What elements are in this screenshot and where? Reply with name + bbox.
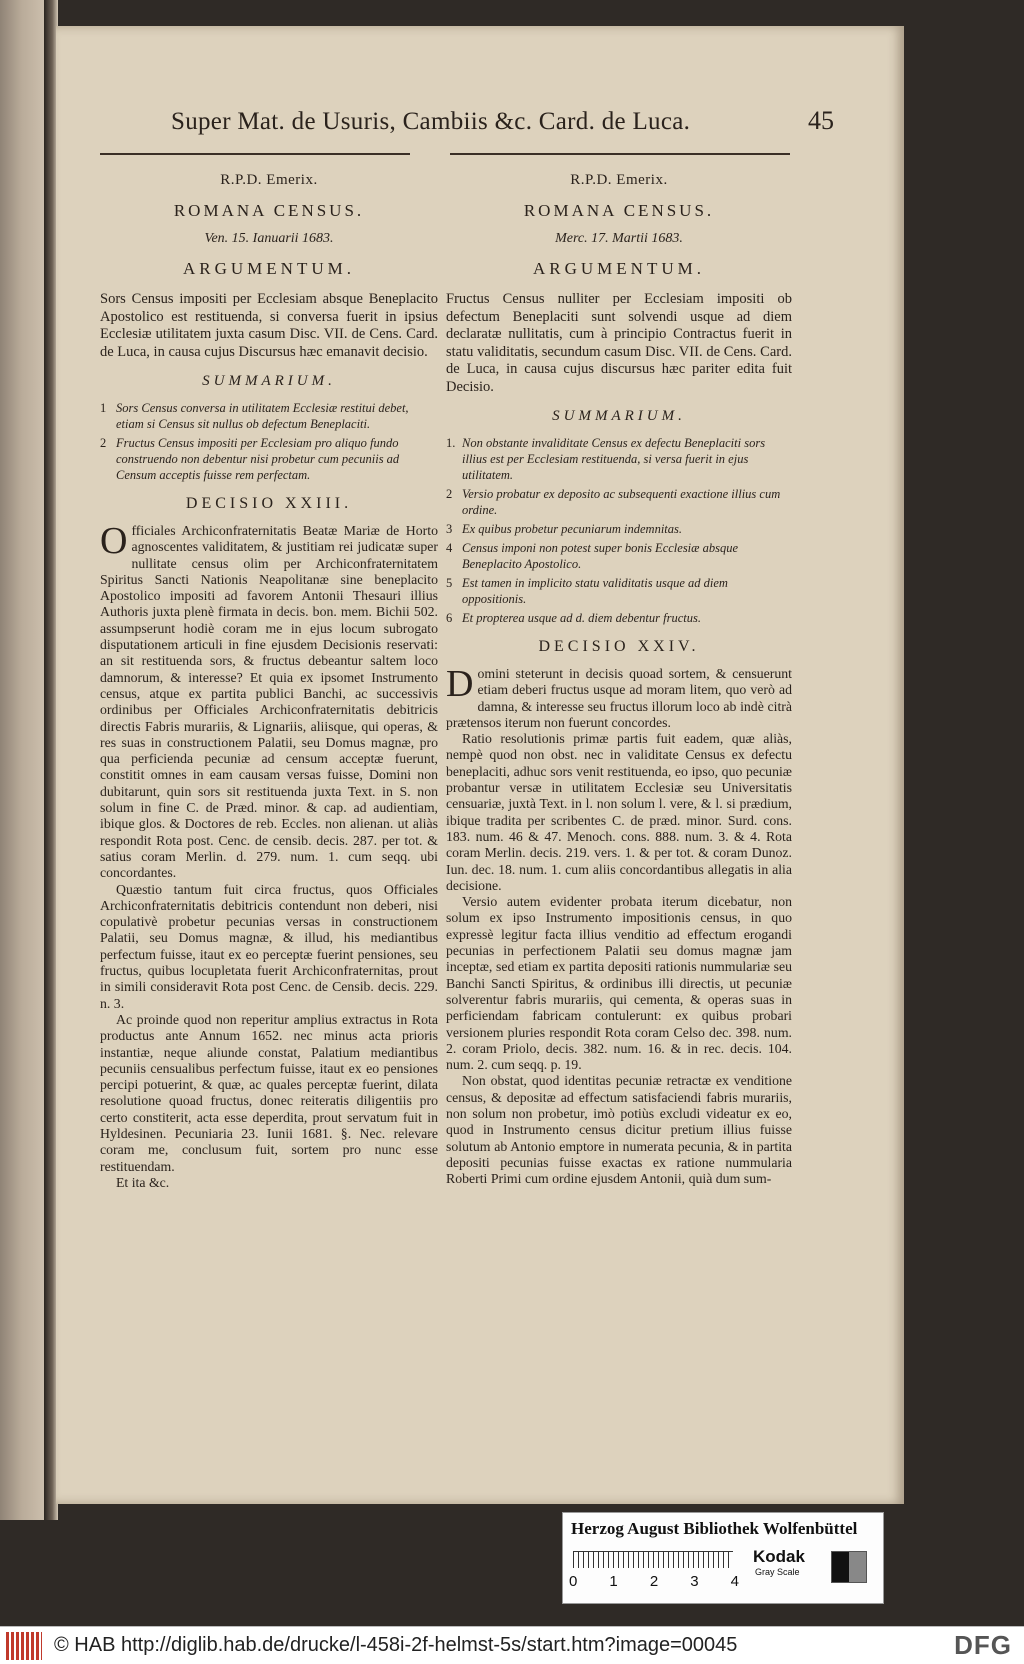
dfg-logo: DFG — [954, 1630, 1012, 1660]
summarium-text: Versio probatur ex deposito ac subsequenti exactione illius cum ordine. — [462, 487, 781, 517]
paragraph-text: omini steterunt in decisis quoad sortem, & censuerunt etiam deberi fructus usque ad moram litem, quo verò ad damna, & interesse seu fructus illorum loco ab indè citrà prætensos iterum non fuerunt concordes. — [446, 666, 792, 730]
gray-patch — [831, 1551, 867, 1583]
decisio-heading: DECISIO XXIV. — [538, 638, 700, 655]
footer-bar — [0, 1626, 1024, 1664]
scale-label: 1 — [609, 1573, 618, 1590]
summarium-item — [446, 486, 792, 518]
judge-name: R.P.D. Emerix. — [570, 172, 668, 188]
case-title: ROMANA CENSUS. — [173, 201, 365, 220]
judge-name: R.P.D. Emerix. — [220, 172, 318, 188]
case-date: Ven. 15. Ianuarii 1683. — [204, 231, 334, 246]
hab-logo-icon — [6, 1632, 42, 1660]
summarium-number: 3 — [446, 522, 453, 536]
argumentum-heading: ARGUMENTUM. — [533, 259, 705, 278]
page-number: 45 — [808, 106, 834, 135]
summarium-number: 5 — [446, 576, 453, 590]
summarium-number: 2 — [100, 436, 107, 450]
summarium-text: Fructus Census impositi per Ecclesiam pro aliquo fundo construendo non debentur nisi probetur cum pecuniis ad Censum acceptis fuisse rem perfectam. — [116, 436, 400, 482]
kodak-brand: Kodak — [753, 1547, 805, 1566]
summarium-text: Census imponi non potest super bonis Ecclesiæ absque Beneplacito Apostolico. — [462, 541, 739, 571]
decision-paragraph: Et ita &c. — [116, 1174, 170, 1190]
summarium-number: 6 — [446, 611, 453, 625]
summarium-number: 2 — [446, 487, 453, 501]
summarium-heading: SUMMARIUM. — [202, 373, 336, 389]
scale-label: 4 — [730, 1573, 739, 1590]
header-rule-right — [450, 153, 790, 155]
running-header: Super Mat. de Usuris, Cambiis &c. Card. de Luca. — [171, 108, 691, 135]
summarium-item — [100, 435, 438, 483]
summarium-text: Ex quibus probetur pecuniarum indemnitas. — [462, 522, 683, 536]
decision-paragraph — [446, 663, 792, 731]
library-color-target — [562, 1512, 884, 1604]
summarium-text: Non obstante invaliditate Census ex defectu Beneplaciti sors illius est per Ecclesiam restituenda, si versa fuerit in ejus utilitatem. — [462, 436, 766, 482]
summarium-text: Sors Census conversa in utilitatem Ecclesiæ restitui debet, etiam si Census sit nullus ob defectum Beneplaciti. — [116, 401, 409, 431]
case-date: Merc. 17. Martii 1683. — [555, 231, 683, 246]
summarium-heading: SUMMARIUM. — [552, 408, 686, 424]
summarium-item — [100, 400, 438, 432]
summarium-item — [446, 610, 792, 626]
decision-paragraph: Ac proinde quod non reperitur amplius extractus in Rota productus ante Annum 1652. nec minus acta prioris instantiæ, neque aliunde constat, Palatium mediantibus pecuniis censualibus perfectum fuisse, itaut ex eo pensiones percipi potuerint, & quæ, ac quales perceptæ fuerint, dilata resolutione quoad fructus, donec reiteratis diligentiis pro certo constiterit, acta esse deperdita, prout servatum fuit in Hyldesinen. Pecuniaria 23. Iunii 1681. §. Nec. relevare coram me, conclusum fuit, sortem pro nunc esse restituendam. — [100, 1011, 438, 1174]
drop-cap: O — [100, 520, 128, 562]
argument-text: Fructus Census nulliter per Ecclesiam impositi ob defectum Beneplaciti sunt solvendi usque ad diem declaratæ nullitatis, cum à principio Contractus fuerit in statu validitatis, secundum casum Disc. VII. de Cens. Card. de Luca, in causa cujus discursus hæc pariter edita fuit Decisio. — [446, 291, 792, 395]
summarium-item — [446, 435, 792, 483]
library-name: Herzog August Bibliothek Wolfenbüttel — [571, 1519, 858, 1538]
case-title: ROMANA CENSUS. — [523, 201, 715, 220]
gray-scale-label: Gray Scale — [755, 1567, 800, 1577]
summarium-list — [446, 435, 792, 626]
summarium-number: 1. — [446, 436, 456, 450]
summarium-number: 1 — [100, 401, 107, 415]
left-column — [100, 162, 438, 1191]
decision-paragraph: Quæstio tantum fuit circa fructus, quos Officiales Archiconfraternitatis debitricis contendunt non deberi, nisi copulativè probetur pecunias versas in constructionem Palatii, seu Domus magnæ, & illud, his mediantibus perfectum fuisse, itaut ex eo perceptæ fuerint pensiones, seu fructus, quibus locupletata fuerit Archiconfraternitas, prout in simili consideravit Rota post Cenc. de Censib. decis. 229. n. 3. — [100, 881, 438, 1011]
summarium-text: Et propterea usque ad d. diem debentur fructus. — [462, 611, 701, 625]
book-page — [56, 26, 904, 1504]
scale-label: 2 — [649, 1573, 659, 1590]
drop-cap: D — [446, 663, 474, 705]
source-url[interactable]: © HAB http://diglib.hab.de/drucke/l-458i-2f-helmst-5s/start.htm?image=00045 — [54, 1634, 738, 1656]
decision-paragraph — [100, 520, 438, 882]
paragraph-text: fficiales Archiconfraternitatis Beatæ Mariæ de Horto agnoscentes validitatem, & justitiam rei judicatæ super nullitate census olim per Archiconfraternitatem Spiritus Sancti Nationis Neapolitanæ sine beneplacito Apostolico impositi ad favorem Antonii Thesauri illius Authoris juxta plenè firmata in decis. bon. mem. Bichii 502. assumpserunt hodiè coram me in ejus locum subrogato disputationem articuli in fine ejusdem Decisionis reservati: an sit restituenda sors, & fructus debeantur saltem loco damnorum, & interesse? Et quia ex ipsomet Instrumento census, atque ex partita publici Banchi, ac successivis ordinibus per Officiales Archiconfraternitatis debitricis directis Fabris murariis, & Lignariis, aliisque, qui operas, & res suas in constructionem Palatii, seu Domus magnæ, pro qua perficienda pecuniæ ad censum acceptæ fuerunt, constitit omnes in eam causam versas fuisse, Domini non dubitarunt, quin sors sit restituenda juxta Text. in S. non solum in fine C. de Præd. minor. & cap. ad audientiam, ibique glos. & Doctores de reb. Eccles. non alienan. ut aliàs respondit Rota post. Cenc. de censib. decis. 287. per tot. & satius coram Merlin. d. 279. num. 1. cum seqq. ubi concordantes. — [100, 523, 438, 881]
scale-labels — [569, 1573, 739, 1590]
summarium-text: Est tamen in implicito statu validitatis usque ad diem oppositionis. — [462, 576, 728, 606]
argumentum-heading: ARGUMENTUM. — [183, 259, 355, 278]
right-column — [446, 162, 792, 1188]
argument-text: Sors Census impositi per Ecclesiam absque Beneplacito Apostolico est restituenda, si conversa fuerit in ipsius Ecclesiæ utilitatem juxta casum Disc. VII. de Cens. Card. de Luca, in causa cujus Discursus hæc emanavit decisio. — [100, 291, 438, 360]
measurement-scale — [573, 1551, 733, 1568]
summarium-item — [446, 521, 792, 537]
summarium-item — [446, 575, 792, 607]
summarium-number: 4 — [446, 541, 453, 555]
decision-paragraph: Ratio resolutionis primæ partis fuit eadem, quæ aliàs, nempè quod non obst. nec in validitate Census ex defectu beneplaciti, adhuc sors venit restituenda, eo ipso, quo pecuniæ probantur versæ in utilitatem Ecclesiæ seu Universitatis censuariæ, juxtà Text. in l. non solum l. vere, & l. si prædium, ibique tradita per scribentes C. de præd. minor. Surd. cons. 183. num. 46 & 47. Menoch. cons. 888. num. 3. & 4. Rota coram Merlin. decis. 219. vers. 1. & per tot. & coram Dunoz. Iun. dec. 18. num. 1. cum aliis concordantibus allegatis in alia decisione. — [446, 731, 792, 893]
scale-label: 0 — [569, 1573, 578, 1590]
decisio-heading: DECISIO XXIII. — [185, 495, 353, 512]
summarium-item — [446, 540, 792, 572]
header-rule-left — [100, 153, 410, 155]
summarium-list — [100, 400, 438, 483]
decision-paragraph: Non obstat, quod identitas pecuniæ retractæ ex venditione census, & depositæ ad effectum satisfaciendi fabris murariis, non solum non probetur, imò potiùs excludi videatur ex eo, quod in Instrumento census dicitur pretium illius fuisse solutum ab Antonio emptore in numerata pecunia, & in partita depositi pecunias fuisse exactas ex ratione nummularia Roberti Primi cum ordine ejusdem Antonii, quià dum sum- — [446, 1073, 792, 1187]
facing-page-edge — [0, 0, 48, 1520]
decision-paragraph: Versio autem evidenter probata iterum dicebatur, non solum ex ipso Instrumento impositionis census, in quo expressè legitur facta illius venditio ad effectum erogandi pecunias in perfectionem Palatii seu domus magnæ jam inceptæ, sed etiam ex partita depositi rationis nummulariæ seu Banchi Sancti Spiritus, & ordinibus illi directis, ut pecuniæ solverentur fabris murariis, qui cementa, & operas suas in perficiendam fabricam contulerunt: ex quibus probari versionem pluries respondit Rota coram Celso dec. 398. num. 2. coram Priolo, decis. 382. num. 16. & in rec. decis. 104. num. 2. cum seqq. p. 19. — [446, 894, 792, 1073]
scale-label: 3 — [690, 1573, 699, 1590]
